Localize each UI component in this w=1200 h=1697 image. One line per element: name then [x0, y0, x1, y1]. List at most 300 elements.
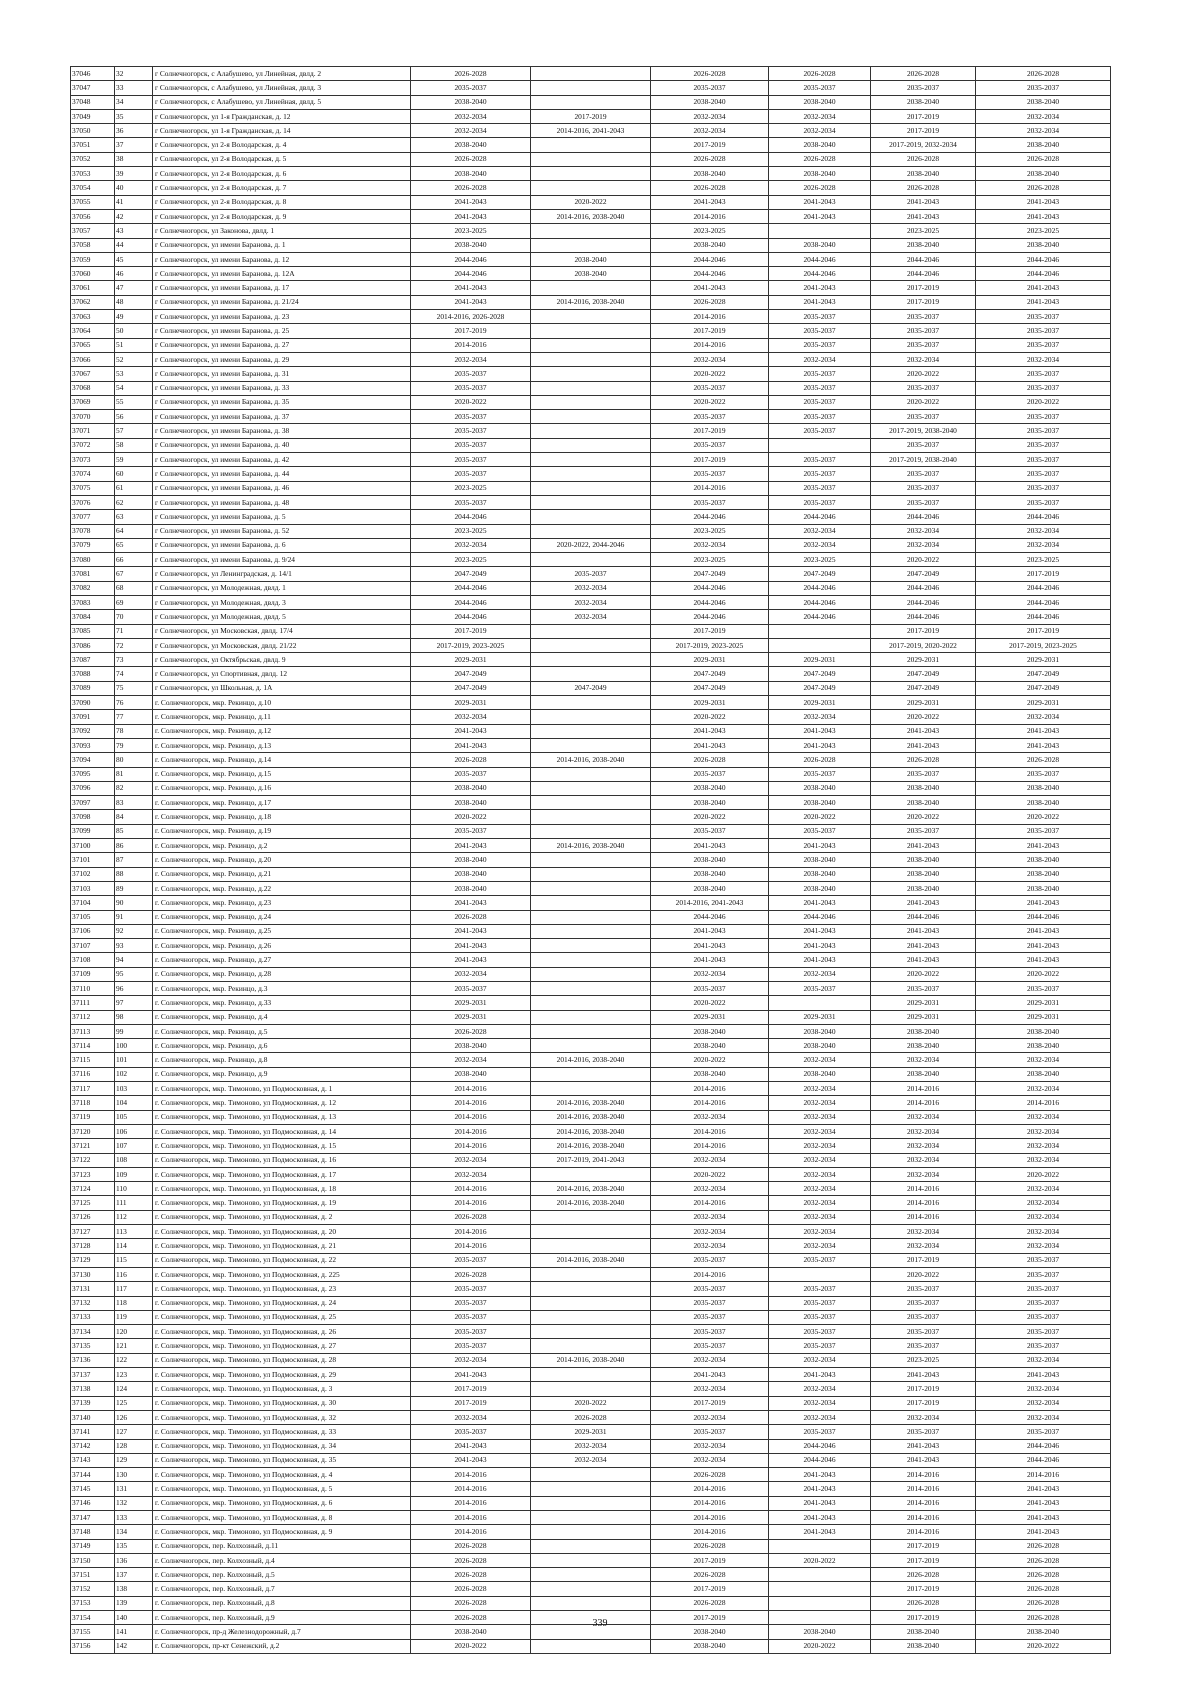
cell-period-4: 2038-2040 — [769, 1024, 871, 1038]
cell-period-6: 2032-2034 — [976, 1239, 1111, 1253]
cell-period-6: 2032-2034 — [976, 352, 1111, 366]
cell-period-3: 2017-2019 — [651, 453, 769, 467]
cell-period-4: 2041-2043 — [769, 295, 871, 309]
cell-sequence-number: 49 — [115, 310, 153, 324]
cell-address: г. Солнечногорск, мкр. Рекинцо, д.10 — [153, 696, 411, 710]
cell-period-5: 2032-2034 — [871, 1139, 976, 1153]
cell-period-2 — [531, 939, 651, 953]
cell-period-3: 2047-2049 — [651, 567, 769, 581]
cell-period-3: 2041-2043 — [651, 839, 769, 853]
cell-record-number: 37079 — [71, 538, 115, 552]
cell-period-2 — [531, 738, 651, 752]
cell-address: г Солнечногорск, ул имени Баранова, д. 12 — [153, 252, 411, 266]
cell-period-4: 2044-2046 — [769, 1453, 871, 1467]
cell-record-number: 37142 — [71, 1439, 115, 1453]
cell-sequence-number: 137 — [115, 1568, 153, 1582]
cell-period-4: 2035-2037 — [769, 410, 871, 424]
cell-period-6: 2044-2046 — [976, 1439, 1111, 1453]
cell-period-4: 2041-2043 — [769, 209, 871, 223]
cell-record-number: 37069 — [71, 395, 115, 409]
cell-period-3: 2038-2040 — [651, 867, 769, 881]
cell-address: г. Солнечногорск, мкр. Тимоново, ул Подмосковная, д. 5 — [153, 1482, 411, 1496]
cell-period-2 — [531, 896, 651, 910]
cell-period-6: 2038-2040 — [976, 881, 1111, 895]
cell-period-2 — [531, 1325, 651, 1339]
cell-period-2 — [531, 953, 651, 967]
cell-period-5: 2026-2028 — [871, 1596, 976, 1610]
cell-sequence-number: 126 — [115, 1410, 153, 1424]
cell-period-1: 2041-2043 — [411, 195, 531, 209]
cell-period-2: 2026-2028 — [531, 1410, 651, 1424]
cell-period-6: 2044-2046 — [976, 595, 1111, 609]
cell-period-3: 2017-2019 — [651, 1553, 769, 1567]
table-row — [71, 1124, 1111, 1138]
cell-sequence-number: 119 — [115, 1310, 153, 1324]
table-row — [71, 1339, 1111, 1353]
cell-period-3: 2032-2034 — [651, 1353, 769, 1367]
cell-address: г. Солнечногорск, мкр. Тимоново, ул Подмосковная, д. 225 — [153, 1267, 411, 1281]
cell-period-2 — [531, 1225, 651, 1239]
table-row — [71, 1196, 1111, 1210]
cell-period-5: 2044-2046 — [871, 252, 976, 266]
cell-period-3: 2035-2037 — [651, 1253, 769, 1267]
cell-address: г Солнечногорск, ул имени Баранова, д. 48 — [153, 495, 411, 509]
cell-record-number: 37152 — [71, 1582, 115, 1596]
cell-record-number: 37156 — [71, 1639, 115, 1653]
cell-period-1: 2017-2019 — [411, 624, 531, 638]
table-row — [71, 710, 1111, 724]
cell-period-6: 2041-2043 — [976, 724, 1111, 738]
cell-period-4: 2032-2034 — [769, 524, 871, 538]
cell-address: г. Солнечногорск, мкр. Тимоново, ул Подмосковная, д. 2 — [153, 1210, 411, 1224]
table-row — [71, 595, 1111, 609]
cell-period-2 — [531, 1582, 651, 1596]
table-row — [71, 1024, 1111, 1038]
cell-period-1: 2014-2016 — [411, 1225, 531, 1239]
table-row — [71, 1039, 1111, 1053]
cell-period-3: 2035-2037 — [651, 495, 769, 509]
cell-period-2 — [531, 138, 651, 152]
cell-period-5: 2017-2019 — [871, 1382, 976, 1396]
cell-period-6: 2032-2034 — [976, 1182, 1111, 1196]
table-row — [71, 1596, 1111, 1610]
cell-period-2 — [531, 352, 651, 366]
cell-period-3: 2014-2016 — [651, 1482, 769, 1496]
cell-period-5: 2035-2037 — [871, 310, 976, 324]
cell-period-3: 2035-2037 — [651, 467, 769, 481]
cell-period-3: 2038-2040 — [651, 781, 769, 795]
cell-period-1: 2020-2022 — [411, 395, 531, 409]
cell-period-2 — [531, 167, 651, 181]
cell-period-2 — [531, 281, 651, 295]
table-row — [71, 696, 1111, 710]
cell-period-3: 2029-2031 — [651, 696, 769, 710]
cell-period-1: 2026-2028 — [411, 1582, 531, 1596]
cell-record-number: 37084 — [71, 610, 115, 624]
cell-period-3: 2026-2028 — [651, 181, 769, 195]
cell-period-5: 2038-2040 — [871, 238, 976, 252]
cell-record-number: 37123 — [71, 1167, 115, 1181]
cell-period-3: 2044-2046 — [651, 267, 769, 281]
cell-period-1: 2035-2037 — [411, 1339, 531, 1353]
cell-period-6: 2020-2022 — [976, 395, 1111, 409]
cell-period-4: 2032-2034 — [769, 1110, 871, 1124]
cell-sequence-number: 92 — [115, 924, 153, 938]
cell-period-2 — [531, 1239, 651, 1253]
table-row — [71, 1353, 1111, 1367]
cell-period-2: 2038-2040 — [531, 252, 651, 266]
cell-address: г. Солнечногорск, мкр. Рекинцо, д.22 — [153, 881, 411, 895]
cell-period-2 — [531, 1210, 651, 1224]
cell-address: г. Солнечногорск, мкр. Рекинцо, д.24 — [153, 910, 411, 924]
table-row — [71, 167, 1111, 181]
cell-record-number: 37061 — [71, 281, 115, 295]
cell-period-6: 2032-2034 — [976, 1110, 1111, 1124]
cell-period-3: 2014-2016 — [651, 481, 769, 495]
cell-record-number: 37105 — [71, 910, 115, 924]
cell-period-6: 2017-2019 — [976, 624, 1111, 638]
cell-address: г. Солнечногорск, мкр. Рекинцо, д.26 — [153, 939, 411, 953]
cell-record-number: 37103 — [71, 881, 115, 895]
cell-period-2 — [531, 867, 651, 881]
cell-record-number: 37053 — [71, 167, 115, 181]
cell-sequence-number: 40 — [115, 181, 153, 195]
cell-record-number: 37102 — [71, 867, 115, 881]
table-row — [71, 767, 1111, 781]
cell-record-number: 37150 — [71, 1553, 115, 1567]
cell-period-1: 2023-2025 — [411, 481, 531, 495]
cell-period-4: 2044-2046 — [769, 595, 871, 609]
cell-period-5: 2017-2019 — [871, 1582, 976, 1596]
table-row — [71, 1453, 1111, 1467]
cell-period-6: 2041-2043 — [976, 295, 1111, 309]
cell-period-5: 2035-2037 — [871, 1339, 976, 1353]
cell-sequence-number: 48 — [115, 295, 153, 309]
cell-sequence-number: 70 — [115, 610, 153, 624]
cell-period-4 — [769, 1539, 871, 1553]
cell-period-2: 2014-2016, 2038-2040 — [531, 1124, 651, 1138]
cell-period-2 — [531, 510, 651, 524]
cell-period-2: 2014-2016, 2038-2040 — [531, 1253, 651, 1267]
cell-address: г Солнечногорск, ул имени Баранова, д. 21/24 — [153, 295, 411, 309]
cell-address: г. Солнечногорск, мкр. Рекинцо, д.18 — [153, 810, 411, 824]
cell-period-3: 2035-2037 — [651, 1425, 769, 1439]
cell-period-3: 2032-2034 — [651, 1210, 769, 1224]
cell-record-number: 37091 — [71, 710, 115, 724]
cell-sequence-number: 34 — [115, 95, 153, 109]
cell-period-3: 2026-2028 — [651, 295, 769, 309]
cell-period-2: 2014-2016, 2038-2040 — [531, 1182, 651, 1196]
cell-period-4: 2041-2043 — [769, 1510, 871, 1524]
cell-period-3: 2035-2037 — [651, 1310, 769, 1324]
cell-record-number: 37107 — [71, 939, 115, 953]
cell-sequence-number: 90 — [115, 896, 153, 910]
cell-period-4: 2041-2043 — [769, 1368, 871, 1382]
table-row — [71, 610, 1111, 624]
cell-period-6: 2035-2037 — [976, 481, 1111, 495]
table-row — [71, 553, 1111, 567]
cell-period-3: 2017-2019 — [651, 624, 769, 638]
cell-period-6: 2035-2037 — [976, 424, 1111, 438]
cell-period-2 — [531, 453, 651, 467]
cell-period-3: 2014-2016 — [651, 1139, 769, 1153]
cell-sequence-number: 82 — [115, 781, 153, 795]
cell-period-3: 2017-2019 — [651, 138, 769, 152]
cell-address: г. Солнечногорск, пр-кт Сенежский, д.2 — [153, 1639, 411, 1653]
cell-sequence-number: 79 — [115, 738, 153, 752]
cell-period-2 — [531, 381, 651, 395]
cell-address: г Солнечногорск, ул Московская, двлд. 21/22 — [153, 638, 411, 652]
cell-period-4: 2032-2034 — [769, 538, 871, 552]
cell-address: г Солнечногорск, ул имени Баранова, д. 44 — [153, 467, 411, 481]
cell-period-2 — [531, 638, 651, 652]
cell-period-5: 2026-2028 — [871, 753, 976, 767]
cell-period-2 — [531, 1482, 651, 1496]
cell-record-number: 37094 — [71, 753, 115, 767]
table-row — [71, 1096, 1111, 1110]
cell-address: г. Солнечногорск, мкр. Тимоново, ул Подмосковная, д. 1 — [153, 1082, 411, 1096]
cell-period-4 — [769, 438, 871, 452]
cell-period-4: 2032-2034 — [769, 1196, 871, 1210]
cell-period-6: 2026-2028 — [976, 1553, 1111, 1567]
cell-period-3: 2032-2034 — [651, 538, 769, 552]
cell-record-number: 37114 — [71, 1039, 115, 1053]
cell-sequence-number: 111 — [115, 1196, 153, 1210]
cell-period-4: 2035-2037 — [769, 495, 871, 509]
cell-address: г. Солнечногорск, мкр. Тимоново, ул Подмосковная, д. 21 — [153, 1239, 411, 1253]
cell-record-number: 37101 — [71, 853, 115, 867]
cell-address: г. Солнечногорск, мкр. Рекинцо, д.17 — [153, 796, 411, 810]
cell-period-6: 2032-2034 — [976, 524, 1111, 538]
cell-period-3: 2044-2046 — [651, 510, 769, 524]
cell-sequence-number: 113 — [115, 1225, 153, 1239]
cell-period-6: 2032-2034 — [976, 1396, 1111, 1410]
cell-sequence-number: 69 — [115, 595, 153, 609]
cell-address: г. Солнечногорск, мкр. Рекинцо, д.9 — [153, 1067, 411, 1081]
cell-record-number: 37127 — [71, 1225, 115, 1239]
cell-period-5: 2038-2040 — [871, 95, 976, 109]
cell-period-1: 2032-2034 — [411, 1153, 531, 1167]
cell-period-6: 2041-2043 — [976, 939, 1111, 953]
cell-period-5: 2041-2043 — [871, 1368, 976, 1382]
cell-period-6: 2032-2034 — [976, 1139, 1111, 1153]
cell-period-3: 2035-2037 — [651, 982, 769, 996]
cell-period-3: 2041-2043 — [651, 953, 769, 967]
cell-record-number: 37060 — [71, 267, 115, 281]
cell-period-3: 2041-2043 — [651, 281, 769, 295]
cell-period-4: 2041-2043 — [769, 738, 871, 752]
cell-period-4: 2035-2037 — [769, 367, 871, 381]
cell-period-4: 2032-2034 — [769, 1353, 871, 1367]
table-row — [71, 1282, 1111, 1296]
cell-period-6: 2035-2037 — [976, 495, 1111, 509]
cell-period-3: 2041-2043 — [651, 738, 769, 752]
cell-period-1: 2026-2028 — [411, 67, 531, 81]
cell-record-number: 37063 — [71, 310, 115, 324]
cell-period-6: 2044-2046 — [976, 252, 1111, 266]
table-row — [71, 996, 1111, 1010]
cell-period-2 — [531, 1067, 651, 1081]
cell-period-3: 2044-2046 — [651, 610, 769, 624]
table-row — [71, 424, 1111, 438]
cell-period-2 — [531, 667, 651, 681]
cell-sequence-number: 130 — [115, 1468, 153, 1482]
cell-period-1: 2014-2016 — [411, 1139, 531, 1153]
cell-period-1: 2017-2019 — [411, 1396, 531, 1410]
cell-record-number: 37055 — [71, 195, 115, 209]
cell-period-5: 2041-2043 — [871, 195, 976, 209]
cell-record-number: 37137 — [71, 1368, 115, 1382]
cell-record-number: 37108 — [71, 953, 115, 967]
cell-address: г Солнечногорск, ул Молодежная, двлд. 3 — [153, 595, 411, 609]
cell-address: г. Солнечногорск, мкр. Тимоново, ул Подмосковная, д. 18 — [153, 1182, 411, 1196]
cell-period-5: 2044-2046 — [871, 510, 976, 524]
cell-address: г Солнечногорск, ул Молодежная, двлд. 1 — [153, 581, 411, 595]
table-row — [71, 1067, 1111, 1081]
cell-period-3: 2014-2016 — [651, 338, 769, 352]
cell-address: г Солнечногорск, ул имени Баранова, д. 5 — [153, 510, 411, 524]
cell-period-6: 2032-2034 — [976, 1353, 1111, 1367]
cell-period-2: 2032-2034 — [531, 1453, 651, 1467]
cell-period-1: 2014-2016 — [411, 1482, 531, 1496]
cell-address: г. Солнечногорск, мкр. Тимоново, ул Подмосковная, д. 23 — [153, 1282, 411, 1296]
cell-period-5: 2038-2040 — [871, 167, 976, 181]
cell-period-4: 2032-2034 — [769, 1153, 871, 1167]
cell-period-5: 2041-2043 — [871, 724, 976, 738]
cell-address: г. Солнечногорск, мкр. Тимоново, ул Подмосковная, д. 12 — [153, 1096, 411, 1110]
cell-period-4: 2023-2025 — [769, 553, 871, 567]
cell-period-6: 2035-2037 — [976, 1325, 1111, 1339]
cell-period-5: 2020-2022 — [871, 367, 976, 381]
cell-period-6: 2026-2028 — [976, 1539, 1111, 1553]
table-row — [71, 267, 1111, 281]
cell-period-1: 2035-2037 — [411, 767, 531, 781]
cell-period-4: 2035-2037 — [769, 481, 871, 495]
cell-sequence-number: 38 — [115, 152, 153, 166]
cell-period-6: 2026-2028 — [976, 1611, 1111, 1625]
cell-period-6: 2032-2034 — [976, 124, 1111, 138]
cell-address: г Солнечногорск, ул Школьная, д. 1А — [153, 681, 411, 695]
cell-period-4: 2038-2040 — [769, 1067, 871, 1081]
cell-period-6: 2026-2028 — [976, 67, 1111, 81]
cell-address: г. Солнечногорск, пер. Колхозный, д.8 — [153, 1596, 411, 1610]
cell-period-5: 2038-2040 — [871, 853, 976, 867]
cell-period-3: 2023-2025 — [651, 524, 769, 538]
cell-address: г Солнечногорск, ул имени Баранова, д. 23 — [153, 310, 411, 324]
cell-period-5: 2041-2043 — [871, 939, 976, 953]
cell-period-5: 2020-2022 — [871, 967, 976, 981]
cell-sequence-number: 135 — [115, 1539, 153, 1553]
cell-sequence-number: 117 — [115, 1282, 153, 1296]
cell-period-4: 2032-2034 — [769, 1124, 871, 1138]
cell-period-1: 2032-2034 — [411, 1353, 531, 1367]
table-row — [71, 982, 1111, 996]
cell-sequence-number: 64 — [115, 524, 153, 538]
table-row — [71, 510, 1111, 524]
cell-address: г Солнечногорск, ул имени Баранова, д. 35 — [153, 395, 411, 409]
table-row — [71, 395, 1111, 409]
cell-period-3: 2014-2016 — [651, 1196, 769, 1210]
cell-record-number: 37155 — [71, 1625, 115, 1639]
cell-sequence-number: 54 — [115, 381, 153, 395]
cell-period-2: 2029-2031 — [531, 1425, 651, 1439]
cell-period-1: 2014-2016 — [411, 1468, 531, 1482]
cell-sequence-number: 56 — [115, 410, 153, 424]
cell-period-1: 2014-2016 — [411, 1182, 531, 1196]
table-row — [71, 1010, 1111, 1024]
cell-period-2: 2047-2049 — [531, 681, 651, 695]
cell-period-2: 2014-2016, 2038-2040 — [531, 1196, 651, 1210]
cell-period-1: 2041-2043 — [411, 1439, 531, 1453]
cell-address: г Солнечногорск, ул имени Баранова, д. 12А — [153, 267, 411, 281]
cell-period-6: 2044-2046 — [976, 267, 1111, 281]
cell-period-6: 2032-2034 — [976, 1053, 1111, 1067]
cell-period-3: 2032-2034 — [651, 967, 769, 981]
cell-address: г Солнечногорск, ул Молодежная, двлд. 5 — [153, 610, 411, 624]
cell-period-1: 2017-2019 — [411, 324, 531, 338]
cell-period-5: 2038-2040 — [871, 781, 976, 795]
cell-period-3: 2032-2034 — [651, 1239, 769, 1253]
cell-address: г. Солнечногорск, мкр. Рекинцо, д.25 — [153, 924, 411, 938]
cell-sequence-number: 71 — [115, 624, 153, 638]
cell-period-4: 2032-2034 — [769, 1239, 871, 1253]
cell-record-number: 37088 — [71, 667, 115, 681]
cell-sequence-number: 122 — [115, 1353, 153, 1367]
cell-period-4: 2032-2034 — [769, 1082, 871, 1096]
cell-period-6: 2035-2037 — [976, 367, 1111, 381]
table-row — [71, 1525, 1111, 1539]
cell-sequence-number: 128 — [115, 1439, 153, 1453]
cell-period-4: 2032-2034 — [769, 1410, 871, 1424]
cell-period-1: 2017-2019, 2023-2025 — [411, 638, 531, 652]
cell-sequence-number: 101 — [115, 1053, 153, 1067]
cell-period-3: 2020-2022 — [651, 1167, 769, 1181]
cell-period-3: 2044-2046 — [651, 595, 769, 609]
table-row — [71, 238, 1111, 252]
cell-record-number: 37059 — [71, 252, 115, 266]
cell-address: г Солнечногорск, ул Московская, двлд. 17/4 — [153, 624, 411, 638]
cell-period-5: 2035-2037 — [871, 824, 976, 838]
cell-period-6: 2032-2034 — [976, 1196, 1111, 1210]
cell-period-3: 2032-2034 — [651, 1110, 769, 1124]
cell-period-2 — [531, 181, 651, 195]
table-row — [71, 338, 1111, 352]
cell-sequence-number: 32 — [115, 67, 153, 81]
cell-period-3: 2017-2019 — [651, 424, 769, 438]
cell-record-number: 37074 — [71, 467, 115, 481]
cell-period-3: 2032-2034 — [651, 1410, 769, 1424]
table-row — [71, 1267, 1111, 1281]
cell-period-6: 2017-2019 — [976, 567, 1111, 581]
cell-record-number: 37066 — [71, 352, 115, 366]
cell-address: г. Солнечногорск, мкр. Рекинцо, д.33 — [153, 996, 411, 1010]
cell-record-number: 37141 — [71, 1425, 115, 1439]
cell-sequence-number: 73 — [115, 653, 153, 667]
cell-record-number: 37054 — [71, 181, 115, 195]
cell-period-3: 2026-2028 — [651, 753, 769, 767]
cell-period-5: 2035-2037 — [871, 381, 976, 395]
table-row — [71, 839, 1111, 853]
cell-period-4: 2032-2034 — [769, 710, 871, 724]
cell-period-5: 2035-2037 — [871, 495, 976, 509]
cell-period-3: 2023-2025 — [651, 553, 769, 567]
cell-period-2 — [531, 1382, 651, 1396]
cell-period-5: 2032-2034 — [871, 1225, 976, 1239]
cell-period-2 — [531, 1296, 651, 1310]
table-row — [71, 310, 1111, 324]
cell-period-6: 2047-2049 — [976, 681, 1111, 695]
cell-period-2: 2014-2016, 2038-2040 — [531, 753, 651, 767]
